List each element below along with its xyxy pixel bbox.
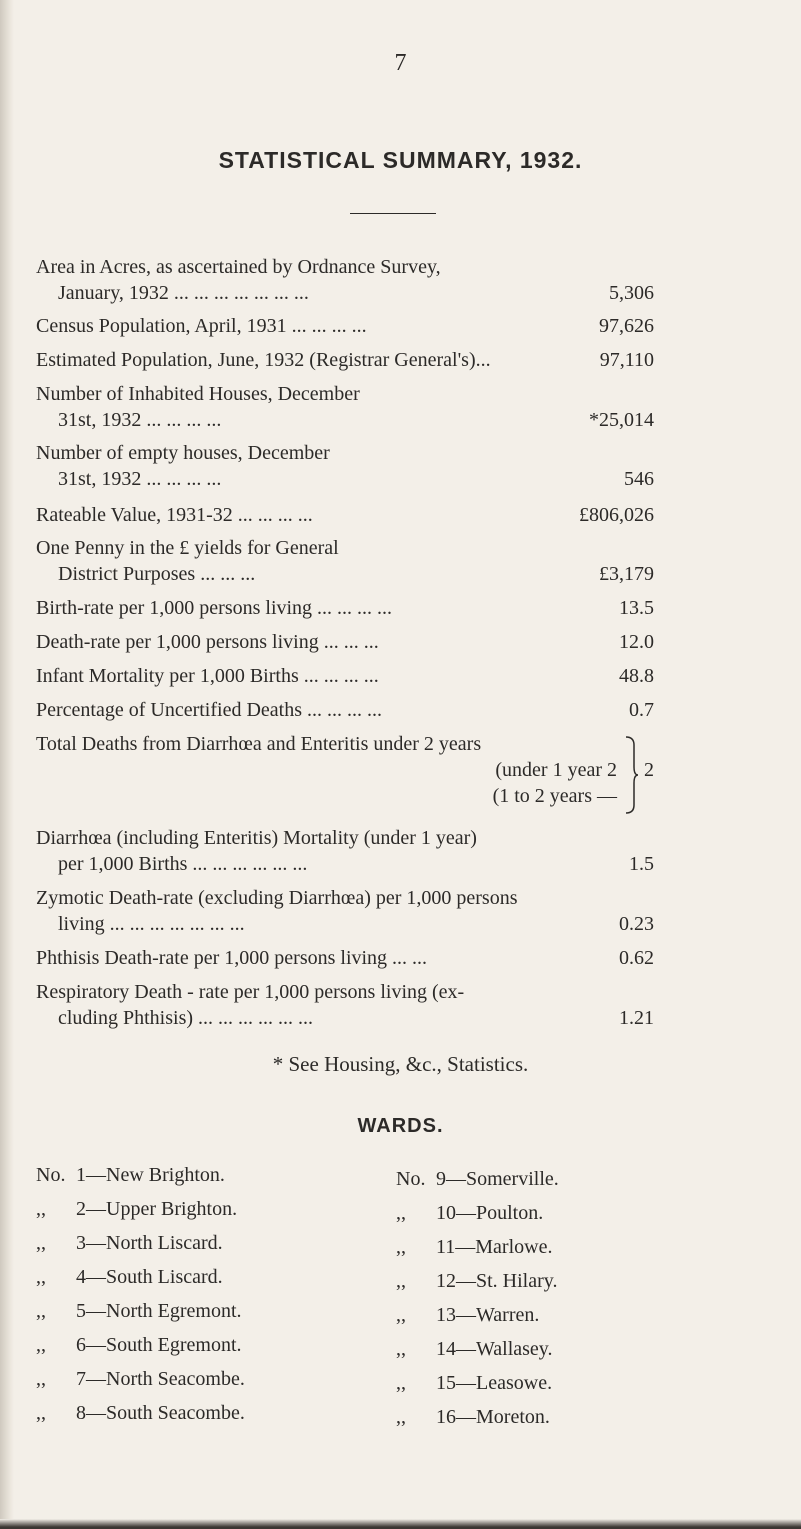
page-title: STATISTICAL SUMMARY, 1932. — [218, 147, 583, 173]
title-divider — [350, 213, 436, 214]
stat-penny-yield-value: £3,179 — [599, 563, 654, 585]
ward-item — [396, 1406, 550, 1429]
ward-item — [396, 1202, 543, 1225]
stat-death-rate-label: Death-rate per 1,000 persons living ... ... ... — [36, 631, 379, 653]
page-edge-shadow — [0, 0, 14, 1529]
ward-name: 8—South Seacombe. — [76, 1402, 245, 1424]
stat-area-label-1: Area in Acres, as ascertained by Ordnance Survey, — [36, 256, 441, 278]
ward-name: 2—Upper Brighton. — [76, 1198, 238, 1220]
ward-prefix: ,, — [396, 1372, 406, 1394]
stat-respiratory-value: 1.21 — [619, 1007, 654, 1029]
stat-infant-mortality-value: 48.8 — [619, 665, 654, 687]
stat-rateable-value-value: £806,026 — [579, 504, 654, 526]
stat-estimated-population-value: 97,110 — [599, 349, 654, 371]
stat-census-label: Census Population, April, 1931 ... ... ... ... — [36, 315, 367, 337]
ward-prefix: ,, — [36, 1232, 46, 1254]
ward-prefix: No. — [396, 1168, 426, 1190]
ward-item — [396, 1168, 559, 1191]
ward-item — [396, 1338, 553, 1361]
ward-prefix: ,, — [36, 1300, 46, 1322]
ward-prefix: ,, — [396, 1236, 406, 1258]
ward-item — [396, 1270, 557, 1293]
stat-zymotic-label-2: living ... ... ... ... ... ... ... — [58, 913, 245, 935]
stat-diarrhoea-deaths-under-1: (under 1 year 2 — [495, 759, 617, 781]
stat-penny-yield-label-2: District Purposes ... ... ... — [58, 563, 256, 585]
stat-uncertified-deaths-label: Percentage of Uncertified Deaths ... ... ... ... — [36, 699, 382, 721]
ward-prefix: ,, — [36, 1402, 46, 1424]
stat-inhabited-houses-value: *25,014 — [589, 409, 654, 431]
ward-item — [36, 1402, 245, 1425]
ward-name: 14—Wallasey. — [436, 1338, 553, 1360]
stat-area-label-2: January, 1932 ... ... ... ... ... ... ... — [58, 282, 309, 304]
stat-empty-houses-label-1: Number of empty houses, December — [36, 442, 330, 464]
ward-item — [396, 1372, 552, 1395]
ward-name: 16—Moreton. — [436, 1406, 550, 1428]
ward-name: 15—Leasowe. — [436, 1372, 553, 1394]
ward-item — [36, 1266, 223, 1289]
ward-name: 13—Warren. — [436, 1304, 540, 1326]
ward-name: 10—Poulton. — [436, 1202, 544, 1224]
ward-name: 9—Somerville. — [436, 1168, 559, 1190]
stat-diarrhoea-mortality-value: 1.5 — [629, 853, 654, 875]
stat-rateable-value-label: Rateable Value, 1931-32 ... ... ... ... — [36, 504, 313, 526]
page-bottom-edge — [0, 1519, 801, 1529]
stat-diarrhoea-mortality-label-2: per 1,000 Births ... ... ... ... ... ... — [58, 853, 308, 875]
stat-zymotic-value: 0.23 — [619, 913, 654, 935]
ward-name: 1—New Brighton. — [76, 1164, 225, 1186]
stat-birth-rate-value: 13.5 — [619, 597, 654, 619]
stat-inhabited-houses-label-2: 31st, 1932 ... ... ... ... — [58, 409, 222, 431]
stat-penny-yield-label-1: One Penny in the £ yields for General — [36, 537, 339, 559]
stat-area-value: 5,306 — [609, 282, 654, 304]
ward-item — [36, 1198, 237, 1221]
ward-prefix: ,, — [36, 1198, 46, 1220]
ward-prefix: ,, — [396, 1338, 406, 1360]
stat-phthisis-label: Phthisis Death-rate per 1,000 persons living ... ... — [36, 947, 428, 969]
stat-respiratory-label-1: Respiratory Death - rate per 1,000 persons living (ex- — [36, 981, 465, 1003]
ward-item — [36, 1164, 225, 1187]
stat-estimated-population-label: Estimated Population, June, 1932 (Registrar General's)... — [36, 349, 491, 371]
ward-name: 4—South Liscard. — [76, 1266, 223, 1288]
ward-item — [36, 1368, 245, 1391]
ward-item — [36, 1300, 242, 1323]
ward-prefix: ,, — [36, 1266, 46, 1288]
ward-item — [396, 1236, 552, 1259]
housing-footnote: * See Housing, &c., Statistics. — [272, 1052, 529, 1076]
ward-prefix: ,, — [396, 1202, 406, 1224]
ward-name: 7—North Seacombe. — [76, 1368, 245, 1390]
stat-death-rate-value: 12.0 — [619, 631, 654, 653]
ward-prefix: No. — [36, 1164, 66, 1186]
stat-phthisis-value: 0.62 — [619, 947, 654, 969]
ward-item — [36, 1334, 242, 1357]
page-number: 7 — [394, 50, 407, 76]
stat-infant-mortality-label: Infant Mortality per 1,000 Births ... ... ... ... — [36, 665, 379, 687]
stat-empty-houses-value: 546 — [624, 468, 654, 490]
ward-item — [396, 1304, 539, 1327]
stat-uncertified-deaths-value: 0.7 — [629, 699, 654, 721]
ward-name: 6—South Egremont. — [76, 1334, 242, 1356]
stat-inhabited-houses-label-1: Number of Inhabited Houses, December — [36, 383, 360, 405]
ward-item — [36, 1232, 223, 1255]
ward-prefix: ,, — [36, 1334, 46, 1356]
stat-zymotic-label-1: Zymotic Death-rate (excluding Diarrhœa) per 1,000 persons — [36, 887, 518, 909]
ward-prefix: ,, — [36, 1368, 46, 1390]
ward-prefix: ,, — [396, 1270, 406, 1292]
stat-census-value: 97,626 — [599, 315, 654, 337]
stat-diarrhoea-mortality-label-1: Diarrhœa (including Enteritis) Mortality (under 1 year) — [36, 827, 477, 849]
ward-prefix: ,, — [396, 1406, 406, 1428]
stat-diarrhoea-deaths-value: 2 — [644, 759, 654, 781]
stat-diarrhoea-deaths-1-to-2: (1 to 2 years — — [492, 785, 617, 807]
ward-name: 3—North Liscard. — [76, 1232, 223, 1254]
ward-name: 5—North Egremont. — [76, 1300, 242, 1322]
stat-respiratory-label-2: cluding Phthisis) ... ... ... ... ... ... — [58, 1007, 314, 1029]
ward-name: 11—Marlowe. — [436, 1236, 553, 1258]
wards-heading: WARDS. — [357, 1115, 444, 1137]
stat-birth-rate-label: Birth-rate per 1,000 persons living ... ... ... ... — [36, 597, 393, 619]
curly-brace-icon — [624, 735, 638, 815]
stat-diarrhoea-deaths-label: Total Deaths from Diarrhœa and Enteritis under 2 years — [36, 733, 482, 755]
ward-name: 12—St. Hilary. — [436, 1270, 558, 1292]
ward-prefix: ,, — [396, 1304, 406, 1326]
stat-empty-houses-label-2: 31st, 1932 ... ... ... ... — [58, 468, 222, 490]
